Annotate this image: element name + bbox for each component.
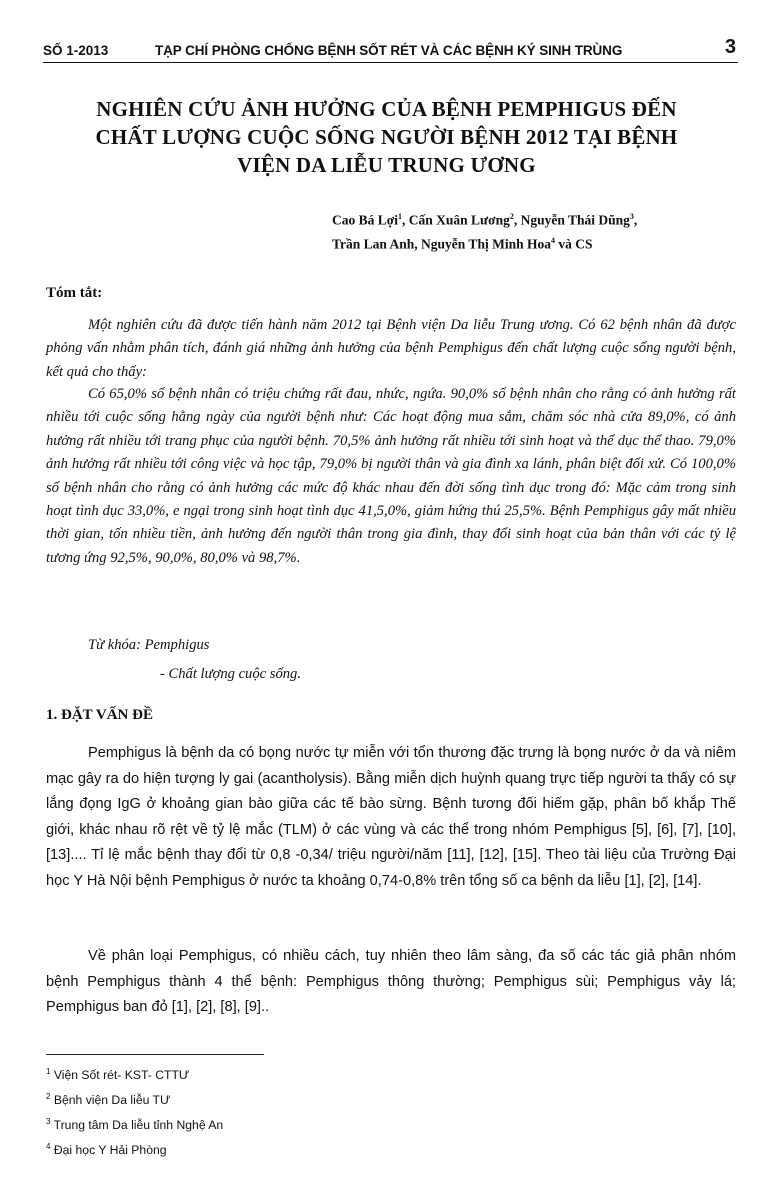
keywords-label: Từ khóa: bbox=[88, 637, 141, 653]
author: Cao Bá Lợi bbox=[332, 212, 398, 228]
title-line: NGHIÊN CỨU ẢNH HƯỞNG CỦA BỆNH PEMPHIGUS ĐẾN bbox=[96, 97, 677, 121]
author: Nguyễn Thái Dũng bbox=[520, 212, 630, 228]
footnote-divider bbox=[46, 1054, 264, 1055]
footnote bbox=[46, 1111, 223, 1136]
body-paragraph: Pemphigus là bệnh da có bọng nước tự miễn với tổn thương đặc trưng là bọng nước ở da và niêm mạc gây ra do hiện tượng ly gai (acantholysis). Bằng miễn dịch huỳnh quang trực tiếp người ta thấy có sự lắng đọng IgG ở khoảng gian bào giữa các tế bào sừng. Bệnh tương đối hiếm gặp, phân bố khắp Thế giới, khác nhau rõ rệt về tỷ lệ mắc (TLM) ở các vùng và các thể trong nhóm Pemphigus [5], [6], [7], [10], [13].... Tỉ lệ mắc bệnh thay đổi từ 0,8 -0,34/ triệu người/năm [11], [12], [15]. Theo tài liệu của Trường Đại học Y Hà Nội bệnh Pemphigus ở nước ta khoảng 0,74-0,8% trên tổng số ca bệnh da liễu [1], [2], [14]. bbox=[46, 745, 736, 889]
article-title bbox=[40, 95, 733, 179]
footnote-mark: 1 bbox=[46, 1067, 51, 1076]
author: Trần Lan Anh bbox=[332, 236, 415, 251]
issue-number: SỐ 1-2013 bbox=[43, 43, 109, 58]
title-line: VIỆN DA LIỄU TRUNG ƯƠNG bbox=[237, 153, 536, 177]
abstract-paragraph: Một nghiên cứu đã được tiến hành năm 2012 tại Bệnh viện Da liễu Trung ương. Có 62 bệnh nhân đã được phỏng vấn nhằm phân tích, đánh giá những ảnh hưởng của bệnh Pemphigus đến chất lượng cuộc sống người bệnh, kết quả cho thấy: bbox=[46, 317, 736, 380]
abstract-paragraph: Có 65,0% số bệnh nhân có triệu chứng rất đau, nhức, ngứa. 90,0% số bệnh nhân cho rằng có ảnh hưởng rất nhiều tới cuộc sống hằng ngày của người bệnh như: Các hoạt động mua sắm, chăm sóc nhà cửa 89,0%, có ảnh hưởng rất nhiều tới trang phục của người bệnh. 70,5% ảnh hưởng rất nhiều tới sinh hoạt và thể dục thể thao. 79,0% ảnh hưởng rất nhiều tới công việc và học tập, 79,0% bị người thân và gia đình xa lánh, phân biệt đối xử. Có 100,0% số bệnh nhân cho rằng có ảnh hưởng các mức độ khác nhau đến đời sống tình dục trong đó: Mặc cảm trong sinh hoạt tình dục 33,0%, e ngại trong sinh hoạt tình dục 41,5,0%, giảm hứng thú 25,5%. Bệnh Pemphigus gây mất nhiều thời gian, tốn nhiều tiền, ảnh hưởng đến người thân trong gia đình, thay đổi sinh hoạt của bản thân với các tỷ lệ tương ứng 92,5%, 90,0%, 80,0% và 98,7%. bbox=[46, 386, 736, 566]
affiliation-mark: 3 bbox=[629, 212, 634, 221]
footnote bbox=[46, 1136, 223, 1161]
affiliation-mark: 4 bbox=[550, 235, 555, 245]
author-tail: và CS bbox=[558, 236, 593, 251]
footnote bbox=[46, 1061, 223, 1086]
journal-name: TẠP CHÍ PHÒNG CHỐNG BỆNH SỐT RÉT VÀ CÁC BỆNH KÝ SINH TRÙNG bbox=[155, 43, 623, 58]
keyword: - Chất lượng cuộc sống. bbox=[160, 666, 301, 682]
footnote-text: Viện Sốt rét- KST- CTTƯ bbox=[53, 1068, 190, 1083]
footnotes bbox=[46, 1061, 223, 1161]
affiliation-mark: 1 bbox=[397, 212, 402, 221]
author: Nguyễn Thị Minh Hoa bbox=[421, 236, 551, 251]
keyword: Pemphigus bbox=[144, 637, 210, 653]
author: Cấn Xuân Lương bbox=[408, 212, 510, 228]
footnote-mark: 2 bbox=[46, 1092, 51, 1102]
section-heading: 1. ĐẶT VẤN ĐỀ bbox=[46, 707, 153, 723]
footnote bbox=[46, 1086, 223, 1111]
abstract-heading: Tóm tắt: bbox=[46, 285, 103, 301]
affiliation-mark: 2 bbox=[509, 212, 514, 221]
page-number: 3 bbox=[724, 36, 736, 58]
body-paragraph: Về phân loại Pemphigus, có nhiều cách, tuy nhiên theo lâm sàng, đa số các tác giả phân nhóm bệnh Pemphigus thành 4 thể bệnh: Pemphigus thông thường; Pemphigus sùi; Pemphigus vảy lá; Pemphigus ban đỏ [1], [2], [8], [9].. bbox=[46, 948, 736, 1016]
footnote-text: Đại học Y Hải Phòng bbox=[53, 1143, 167, 1158]
footnote-mark: 3 bbox=[46, 1117, 51, 1127]
footnote-text: Trung tâm Da liễu tỉnh Nghệ An bbox=[53, 1118, 224, 1133]
running-header bbox=[43, 36, 738, 63]
title-line: CHẤT LƯỢNG CUỘC SỐNG NGƯỜI BỆNH 2012 TẠI BỆNH bbox=[95, 125, 678, 149]
footnote-mark: 4 bbox=[46, 1142, 51, 1152]
keywords bbox=[88, 637, 209, 654]
footnote-text: Bệnh viện Da liễu TƯ bbox=[53, 1093, 171, 1108]
author-list: Cao Bá Lợi$^1$, Cấn Xuân Lương$^2$, Nguyễn Thái Dũng$^3$, Trần Lan Anh, Nguyễn Thị Minh Hoa$^4$ và CS bbox=[332, 212, 638, 251]
